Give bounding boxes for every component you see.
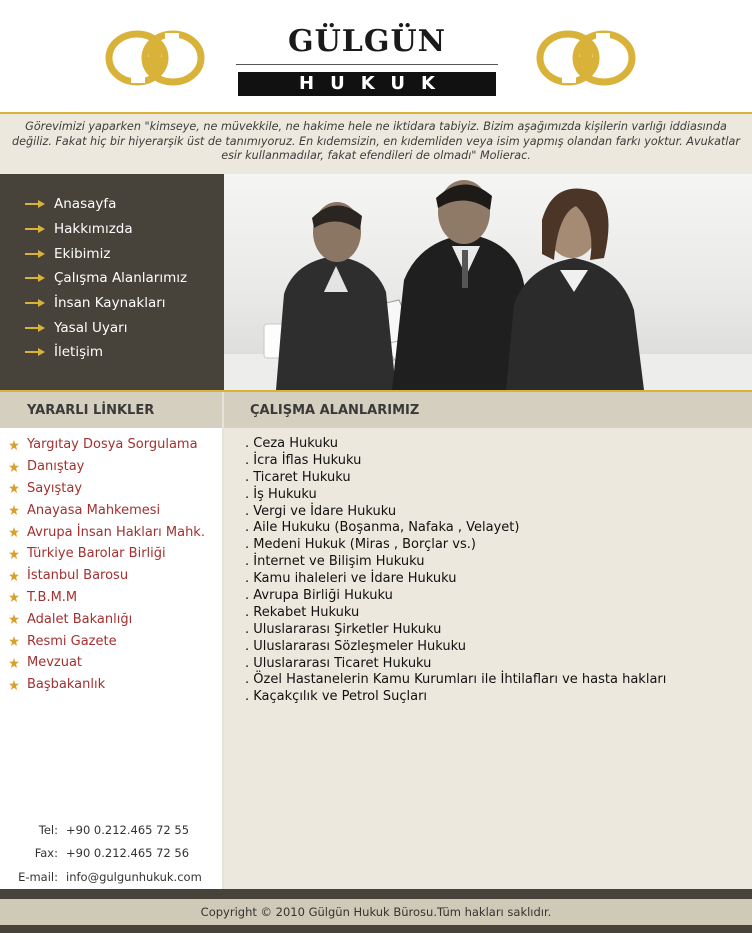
arrow-bullet-icon [25,323,45,333]
practice-area-item: . Medeni Hukuk (Miras , Borçlar vs.) [245,537,476,553]
practice-area-item: . Kamu ihaleleri ve İdare Hukuku [245,571,457,587]
list-item [0,587,222,609]
contact-tel-row [0,818,222,842]
arrow-bullet-icon [25,224,45,234]
arrow-bullet-icon [25,249,45,259]
link-basbakanlik[interactable]: Başbakanlık [27,677,106,693]
nav-list [0,192,224,365]
list-item [0,630,222,652]
email-value: info@gulgunhukuk.com [66,869,202,884]
nav-item-label: Anasayfa [54,196,117,213]
practice-area-item: . İnternet ve Bilişim Hukuku [245,554,425,570]
email-label: E-mail: [18,869,58,884]
brand-subtitle: HUKUK [238,72,496,96]
star-bullet-icon [9,549,19,559]
fax-label: Fax: [34,846,58,861]
star-bullet-icon [9,440,19,450]
practice-areas-list [245,436,745,706]
quote-text: Görevimizi yaparken "kimseye, ne müvekkile, ne hakime hele ne iktidara tabiyiz. Bizim aşağımızda kişilerin varlığı iddiasında değiliz. Fakat hiç bir hiyerarşik üst de tanımıyoruz. En kıdemsizin, en kıdemliden veya isim yapmış olandan farkı yoktur. Avukatlar esir kullanmadılar, fakat efendileri de olmadı" Molierac. [12,120,740,162]
link-barolar-birligi[interactable]: Türkiye Barolar Birliği [27,546,166,562]
lawyers-team-photo [224,174,752,390]
gg-monogram-logo-right [534,30,638,86]
nav-item-label: Çalışma Alanlarımız [54,270,188,287]
list-item [0,499,222,521]
tel-label: Tel: [38,822,58,837]
useful-links-column [0,428,222,889]
practice-area-item: . Özel Hastanelerin Kamu Kurumları ile İhtilafları ve hasta hakları [245,672,667,688]
brand-title: GÜLGÜN [287,24,447,59]
star-bullet-icon [9,614,19,624]
footer-top-band [0,889,752,899]
link-aihm[interactable]: Avrupa İnsan Hakları Mahk. [27,524,205,540]
nav-item-label: İletişim [54,344,104,361]
link-tbmm[interactable]: T.B.M.M [27,589,78,605]
star-bullet-icon [9,571,19,581]
star-bullet-icon [9,483,19,493]
gg-monogram-logo-left [103,30,207,86]
arrow-bullet-icon [25,199,45,209]
link-istanbul-barosu[interactable]: İstanbul Barosu [27,568,129,584]
list-item [0,543,222,565]
practice-area-item: . Ceza Hukuku [245,436,339,451]
arrow-bullet-icon [25,347,45,357]
nav-item-hakkimizda[interactable] [0,217,224,242]
site-header [0,0,752,113]
practice-area-item: . Uluslararası Sözleşmeler Hukuku [245,638,467,654]
practice-areas-header [224,392,752,428]
link-sayistay[interactable]: Sayıştay [27,480,83,496]
useful-links-title: YARARLI LİNKLER [27,403,155,418]
nav-item-ekibimiz[interactable] [0,241,224,266]
star-bullet-icon [9,505,19,515]
practice-areas-title: ÇALIŞMA ALANLARIMIZ [250,403,420,418]
useful-links-list [0,434,222,696]
contact-info [0,818,222,889]
nav-item-calisma-alanlarimiz[interactable] [0,266,224,291]
star-bullet-icon [9,680,19,690]
nav-item-label: Hakkımızda [54,221,133,238]
practice-area-item: . Aile Hukuku (Boşanma, Nafaka , Velayet) [245,520,520,536]
link-anayasa-mahkemesi[interactable]: Anayasa Mahkemesi [27,502,161,518]
link-mevzuat[interactable]: Mevzuat [27,655,83,671]
list-item [0,565,222,587]
list-item [0,478,222,500]
nav-item-anasayfa[interactable] [0,192,224,217]
link-resmi-gazete[interactable]: Resmi Gazete [27,633,117,649]
list-item [0,434,222,456]
star-bullet-icon [9,462,19,472]
practice-area-item: . Kaçakçılık ve Petrol Suçları [245,689,428,705]
practice-area-item: . İcra İflas Hukuku [245,452,362,468]
link-yargitay[interactable]: Yargıtay Dosya Sorgulama [27,437,198,453]
contact-fax-row [0,842,222,866]
practice-area-item: . Uluslararası Ticaret Hukuku [245,655,432,671]
footer-bottom-band [0,925,752,933]
link-adalet-bakanligi[interactable]: Adalet Bakanlığı [27,611,133,627]
list-item [0,608,222,630]
star-bullet-icon [9,658,19,668]
tel-value: +90 0.212.465 72 55 [66,822,190,837]
arrow-bullet-icon [25,298,45,308]
practice-area-item: . Ticaret Hukuku [245,469,351,485]
nav-item-insan-kaynaklari[interactable] [0,291,224,316]
list-item [0,674,222,696]
practice-areas-column [224,428,752,889]
nav-item-label: Ekibimiz [54,245,111,262]
quote-banner [0,112,752,174]
useful-links-header [0,392,222,428]
practice-area-item: . Vergi ve İdare Hukuku [245,503,397,519]
list-item [0,521,222,543]
list-item [0,652,222,674]
practice-area-item: . Rekabet Hukuku [245,604,360,620]
star-bullet-icon [9,592,19,602]
practice-area-item: . Uluslararası Şirketler Hukuku [245,621,442,637]
fax-value: +90 0.212.465 72 56 [66,846,190,861]
list-item [0,456,222,478]
practice-area-item: . İş Hukuku [245,486,317,502]
contact-email-row [0,865,222,889]
nav-item-label: Yasal Uyarı [54,319,128,336]
site-footer [0,899,752,925]
nav-item-yasal-uyari[interactable] [0,315,224,340]
star-bullet-icon [9,636,19,646]
brand-divider [236,64,498,65]
link-danistay[interactable]: Danıştay [27,459,85,475]
star-bullet-icon [9,527,19,537]
nav-item-iletisim[interactable] [0,340,224,365]
hero-photo [224,174,752,390]
main-navigation [0,174,224,390]
copyright-text: Copyright © 2010 Gülgün Hukuk Bürosu.Tüm hakları saklıdır. [200,905,552,919]
practice-area-item: . Avrupa Birliği Hukuku [245,588,393,604]
nav-item-label: İnsan Kaynakları [54,295,166,312]
arrow-bullet-icon [25,273,45,283]
